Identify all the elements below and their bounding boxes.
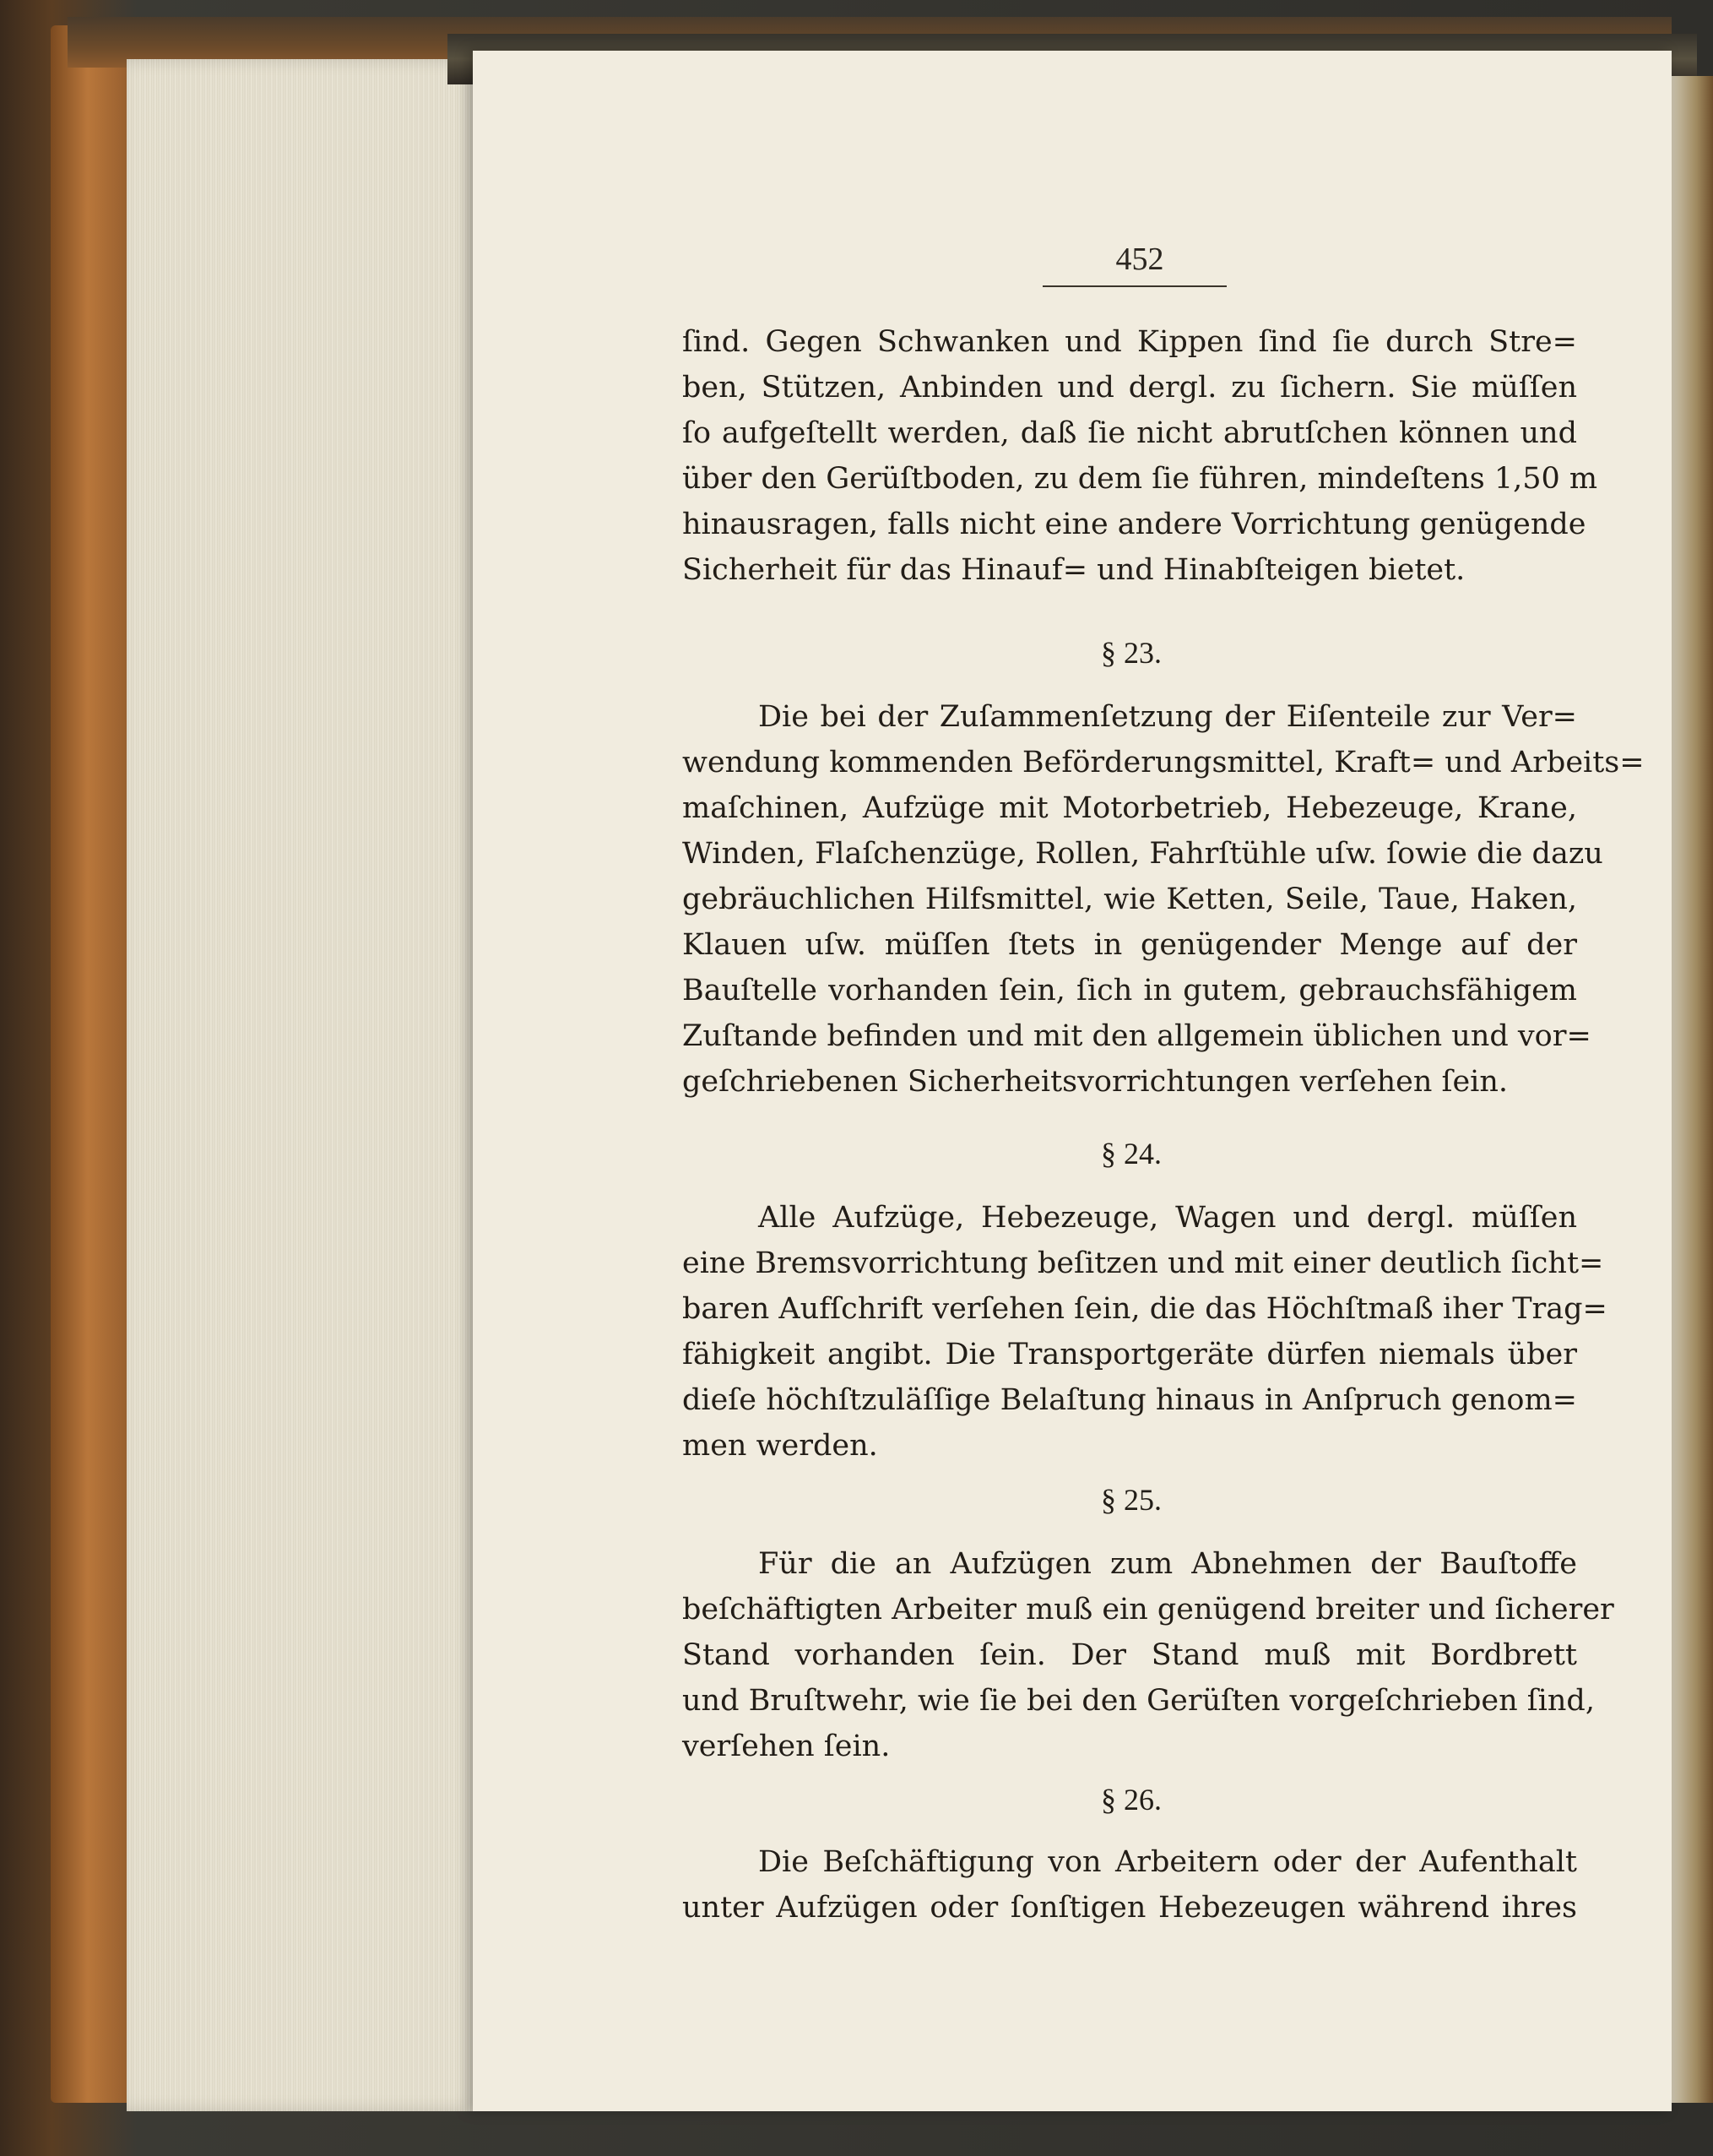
page-number-rule (1043, 285, 1227, 287)
text-line: verſehen ſein. (682, 1730, 891, 1763)
paragraph-26 (682, 1839, 1577, 1931)
text-line: und Bruſtwehr, wie ſie bei den Gerüſten vorgeſchrieben ſind, (682, 1684, 1595, 1718)
text-line: eine Bremsvorrichtung beſitzen und mit einer deutlich ſicht= (682, 1246, 1604, 1280)
text-line: fähigkeit angibt. Die Transportgeräte dürfen niemals über (682, 1338, 1577, 1371)
text-line: gebräuchlichen Hilfsmittel, wie Ketten, Seile, Taue, Haken, (682, 882, 1577, 916)
text-line: ſind. Gegen Schwanken und Kippen ſind ſie durch Stre= (682, 325, 1577, 359)
page-number: 452 (1115, 242, 1164, 277)
text-line: Alle Aufzüge, Hebezeuge, Wagen und dergl. müſſen (758, 1201, 1577, 1235)
paragraph-23 (682, 694, 1645, 1105)
text-line: Sicherheit für das Hinauf= und Hinabſteigen bietet. (682, 553, 1466, 587)
paragraph-24 (682, 1195, 1607, 1469)
page-stack-left (127, 59, 481, 2111)
text-line: Zuſtande befinden und mit den allgemein üblichen und vor= (682, 1019, 1591, 1053)
text-line: Für die an Aufzügen zum Abnehmen der Bauſtoffe (758, 1547, 1577, 1581)
text-line: hinausragen, falls nicht eine andere Vorrichtung genügende (682, 508, 1586, 541)
text-line: maſchinen, Aufzüge mit Motorbetrieb, Hebezeuge, Krane, (682, 791, 1577, 825)
section-heading-24: § 24. (1101, 1137, 1162, 1170)
text-line: Die Beſchäftigung von Arbeitern oder der Aufenthalt (758, 1845, 1577, 1879)
text-line: ben, Stützen, Anbinden und dergl. zu ſichern. Sie müſſen (682, 371, 1577, 405)
text-line: Winden, Flaſchenzüge, Rollen, Fahrſtühle uſw. ſowie die dazu (682, 837, 1603, 871)
text-line: Bauſtelle vorhanden ſein, ſich in gutem, gebrauchsfähigem (682, 974, 1577, 1007)
paragraph-25 (682, 1541, 1614, 1769)
text-line: wendung kommenden Beförderungsmittel, Kraft= und Arbeits= (682, 746, 1645, 779)
right-page-edge (1672, 76, 1713, 2103)
text-line: Klauen uſw. müſſen ſtets in genügender Menge auf der (682, 928, 1577, 962)
text-line: Stand vorhanden ſein. Der Stand muß mit Bordbrett (682, 1638, 1577, 1672)
text-line: beſchäftigten Arbeiter muß ein genügend breiter und ſicherer (682, 1593, 1614, 1627)
text-line: dieſe höchſtzuläſſige Belaſtung hinaus in Anſpruch genom= (682, 1383, 1577, 1417)
text-line: men werden. (682, 1429, 878, 1463)
text-line: ſo aufgeſtellt werden, daß ſie nicht abrutſchen können und (682, 416, 1577, 450)
section-heading-25: § 25. (1101, 1483, 1162, 1517)
text-line: baren Aufſchrift verſehen ſein, die das Höchſtmaß iher Trag= (682, 1292, 1607, 1326)
text-line: Die bei der Zuſammenſetzung der Eiſenteile zur Ver= (758, 700, 1577, 734)
text-line: geſchriebenen Sicherheitsvorrichtungen verſehen ſein. (682, 1065, 1509, 1099)
text-line: unter Aufzügen oder ſonſtigen Hebezeugen während ihres (682, 1891, 1577, 1925)
section-heading-26: § 26. (1101, 1783, 1162, 1817)
paragraph-continuation (682, 319, 1598, 593)
text-line: über den Gerüſtboden, zu dem ſie führen, mindeſtens 1,50 m (682, 462, 1598, 496)
section-heading-23: § 23. (1101, 636, 1162, 670)
